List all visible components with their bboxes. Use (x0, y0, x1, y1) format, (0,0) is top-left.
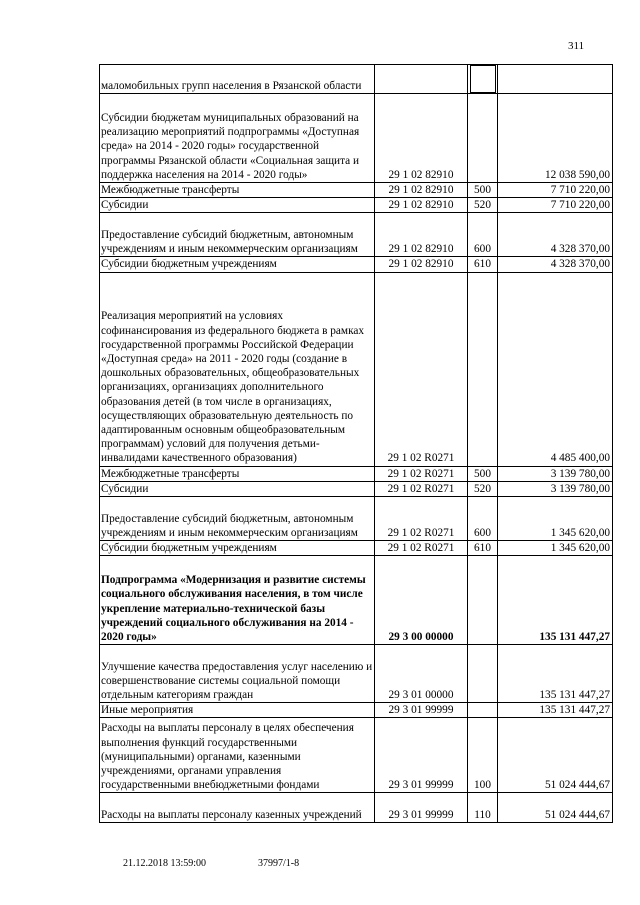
table-row (100, 183, 613, 198)
table-row (100, 541, 613, 556)
row-amount: 4 328 370,00 (498, 257, 613, 272)
table-row (100, 793, 613, 823)
row-vr (468, 556, 498, 645)
row-name: Иные мероприятия (100, 703, 375, 718)
row-code: 29 3 01 99999 (375, 793, 468, 823)
table-row (100, 257, 613, 272)
row-vr: 500 (468, 466, 498, 481)
row-vr: 100 (468, 718, 498, 793)
row-name: Предоставление субсидий бюджетным, автономным учреждениям и иным некоммерческим организациям (100, 497, 375, 541)
row-code: 29 3 01 99999 (375, 718, 468, 793)
row-code: 29 1 02 R0271 (375, 497, 468, 541)
table-row (100, 497, 613, 541)
row-vr (468, 65, 498, 94)
row-name: Субсидии бюджетным учреждениям (100, 257, 375, 272)
row-vr (468, 703, 498, 718)
row-name: Межбюджетные трансферты (100, 183, 375, 198)
row-vr: 500 (468, 183, 498, 198)
row-code: 29 1 02 R0271 (375, 541, 468, 556)
row-name: Предоставление субсидий бюджетным, автономным учреждениям и иным некоммерческим организациям (100, 213, 375, 257)
row-amount: 4 328 370,00 (498, 213, 613, 257)
row-name: Субсидии (100, 481, 375, 496)
footer-datetime: 21.12.2018 13:59:00 (123, 858, 207, 869)
row-vr: 520 (468, 198, 498, 213)
row-vr: 610 (468, 257, 498, 272)
row-code: 29 1 02 82910 (375, 94, 468, 183)
row-amount: 51 024 444,67 (498, 793, 613, 823)
row-amount: 4 485 400,00 (498, 272, 613, 466)
row-vr: 110 (468, 793, 498, 823)
table-row (100, 466, 613, 481)
table-row (100, 272, 613, 466)
row-name: маломобильных групп населения в Рязанской области (100, 65, 375, 94)
row-amount: 7 710 220,00 (498, 183, 613, 198)
table-row (100, 94, 613, 183)
page-number: 311 (568, 40, 585, 52)
row-amount: 135 131 447,27 (498, 556, 613, 645)
row-name: Субсидии (100, 198, 375, 213)
row-code: 29 3 01 99999 (375, 703, 468, 718)
row-name: Улучшение качества предоставления услуг населению и совершенствование системы социальной помощи отдельным категориям граждан (100, 645, 375, 703)
table-row (100, 645, 613, 703)
row-name: Субсидии бюджетам муниципальных образований на реализацию мероприятий подпрограммы «Доступная среда» на 2014 - 2020 годы» государственной программы Рязанской области «Социальная защита и поддержка населения на 2014 - 2020 годы» (100, 94, 375, 183)
table-row (100, 65, 613, 94)
table-row (100, 198, 613, 213)
footer-doc-id: 37997/1-8 (258, 858, 300, 869)
row-name: Расходы на выплаты персоналу казенных учреждений (100, 793, 375, 823)
row-name: Реализация мероприятий на условиях софинансирования из федерального бюджета в рамках государственной программы Российской Федерации «Доступная среда» на 2011 - 2020 годы (создание в дошкольных образовательных, общеобразовательных организациях, организациях дополнительного образования детей (в том числе в организациях, осуществляющих образовательную деятельность по адаптированным основным общеобразовательным программам) условий для получения детьми-инвалидами качественного образования) (100, 272, 375, 466)
table-row (100, 556, 613, 645)
row-vr: 520 (468, 481, 498, 496)
row-amount: 7 710 220,00 (498, 198, 613, 213)
empty-cell-box (470, 65, 496, 93)
row-amount: 3 139 780,00 (498, 466, 613, 481)
row-vr: 600 (468, 213, 498, 257)
row-amount: 1 345 620,00 (498, 541, 613, 556)
row-amount: 135 131 447,27 (498, 703, 613, 718)
table-row (100, 718, 613, 793)
row-amount (498, 65, 613, 94)
row-name: Подпрограмма «Модернизация и развитие системы социального обслуживания населения, в том числе укрепление материально-технической базы учреждений социального обслуживания на 2014 - 2020 годы» (100, 556, 375, 645)
row-amount: 3 139 780,00 (498, 481, 613, 496)
row-code: 29 1 02 R0271 (375, 466, 468, 481)
row-code: 29 1 02 R0271 (375, 481, 468, 496)
row-code: 29 3 00 00000 (375, 556, 468, 645)
row-vr: 600 (468, 497, 498, 541)
table-row (100, 213, 613, 257)
table-row (100, 703, 613, 718)
row-code (375, 65, 468, 94)
budget-table (99, 64, 613, 823)
row-vr (468, 94, 498, 183)
row-code: 29 3 01 00000 (375, 645, 468, 703)
row-code: 29 1 02 82910 (375, 213, 468, 257)
table-row (100, 481, 613, 496)
row-name: Межбюджетные трансферты (100, 466, 375, 481)
row-name: Субсидии бюджетным учреждениям (100, 541, 375, 556)
row-amount: 51 024 444,67 (498, 718, 613, 793)
row-name: Расходы на выплаты персоналу в целях обеспечения выполнения функций государственными (муниципальными) органами, казенными учреждениями, органами управления государственными внебюджетными фондами (100, 718, 375, 793)
row-code: 29 1 02 82910 (375, 198, 468, 213)
row-amount: 135 131 447,27 (498, 645, 613, 703)
row-amount: 1 345 620,00 (498, 497, 613, 541)
row-code: 29 1 02 82910 (375, 183, 468, 198)
row-code: 29 1 02 R0271 (375, 272, 468, 466)
row-code: 29 1 02 82910 (375, 257, 468, 272)
row-vr (468, 272, 498, 466)
row-amount: 12 038 590,00 (498, 94, 613, 183)
row-vr (468, 645, 498, 703)
row-vr: 610 (468, 541, 498, 556)
